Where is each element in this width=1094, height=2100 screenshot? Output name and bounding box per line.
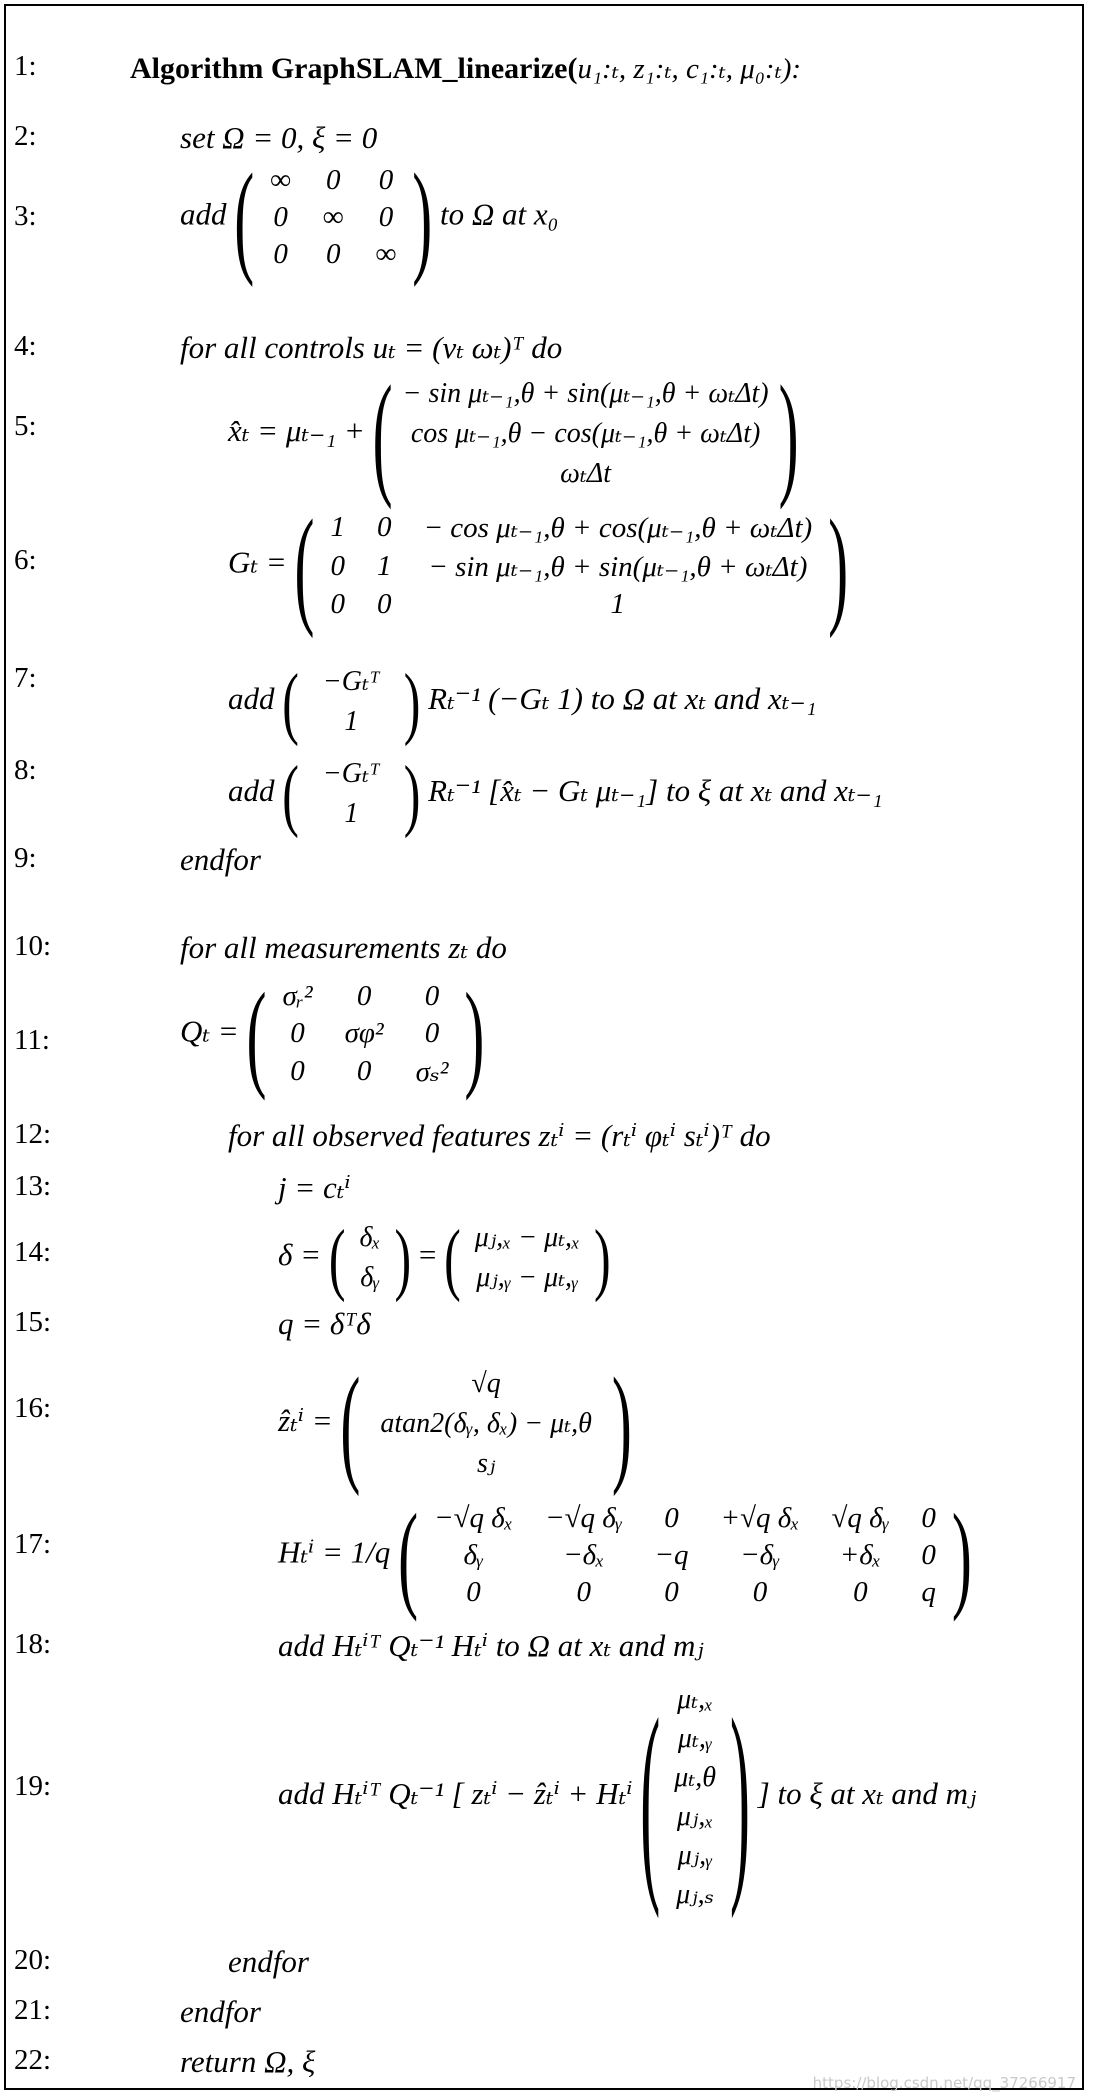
l11-matrix-row bbox=[266, 1015, 464, 1052]
l11-pre: Qₜ = bbox=[180, 1013, 239, 1049]
l6-matrix-row bbox=[314, 586, 828, 623]
l19-vector-entry: μⱼ,ₛ bbox=[676, 1879, 715, 1910]
line-number: 11: bbox=[14, 1024, 50, 1056]
line-22: return Ω, ξ bbox=[180, 2044, 316, 2079]
l6-matrix-cell: 0 bbox=[376, 588, 392, 620]
l17-matrix-cell: +√q δₓ bbox=[720, 1502, 800, 1534]
line-number: 6: bbox=[14, 544, 37, 576]
l6-matrix-cell: 1 bbox=[376, 550, 392, 582]
l16-row3: sⱼ bbox=[476, 1448, 496, 1479]
l17-matrix-cell: 0 bbox=[921, 1502, 936, 1534]
l11-matrix-row bbox=[266, 1052, 464, 1091]
l17-matrix-cell: −√q δᵧ bbox=[545, 1502, 623, 1534]
line-6 bbox=[228, 492, 849, 639]
l19-vector-entry: μⱼ,ₓ bbox=[676, 1801, 714, 1832]
l17-matrix-cell: −√q δₓ bbox=[434, 1502, 514, 1534]
l6-matrix-cell: 0 bbox=[330, 588, 345, 620]
l6-matrix-cell: − sin μₜ₋₁,θ + sin(μₜ₋₁,θ + ωₜΔt) bbox=[428, 551, 808, 583]
l14-a1: δₓ bbox=[359, 1222, 381, 1253]
line-number: 9: bbox=[14, 842, 37, 874]
l3-matrix-cell: ∞ bbox=[322, 201, 344, 233]
l17-matrix-cell: q bbox=[921, 1576, 936, 1608]
l16-vector: ( √q atan2(δᵧ, δₓ) − μₜ,θ sⱼ ) bbox=[340, 1351, 632, 1497]
line-number: 15: bbox=[14, 1306, 52, 1338]
line-number: 5: bbox=[14, 410, 37, 442]
l3-matrix-cell: 0 bbox=[273, 201, 288, 233]
l17-matrix-cell: −q bbox=[654, 1539, 689, 1571]
l3-matrix-cell: ∞ bbox=[270, 164, 291, 196]
l6-matrix-cell: 0 bbox=[376, 511, 392, 543]
l8-vector: ( −Gₜᵀ 1 ) bbox=[282, 749, 421, 839]
l8-c2: 1 bbox=[344, 798, 359, 829]
l3-matrix-cell: 0 bbox=[273, 238, 288, 270]
l14-b1: μⱼ,ₓ − μₜ,ₓ bbox=[474, 1222, 580, 1253]
l19-vector-entry: μₜ,ᵧ bbox=[677, 1723, 713, 1754]
l17-matrix-cell: 0 bbox=[664, 1576, 679, 1608]
line-number: 17: bbox=[14, 1528, 52, 1560]
l17-matrix-cell: 0 bbox=[466, 1576, 481, 1608]
l17-matrix-row bbox=[418, 1537, 952, 1574]
line-15: q = δᵀδ bbox=[278, 1306, 371, 1341]
l17-matrix-cell: 0 bbox=[853, 1576, 868, 1608]
line-number: 21: bbox=[14, 1994, 52, 2026]
line-number: 13: bbox=[14, 1170, 52, 1202]
l11-matrix-cell: 0 bbox=[356, 980, 372, 1012]
l11-matrix-cell: 0 bbox=[424, 1017, 440, 1049]
l17-matrix-cell: √q δᵧ bbox=[831, 1502, 890, 1534]
line-number: 10: bbox=[14, 930, 52, 962]
l3-matrix-row bbox=[254, 162, 412, 199]
line-21: endfor bbox=[180, 1994, 261, 2029]
l11-matrix-row bbox=[266, 978, 464, 1015]
l6-matrix-grid bbox=[314, 508, 828, 623]
line-5 bbox=[228, 358, 799, 510]
l14-a2: δᵧ bbox=[360, 1262, 380, 1293]
l17-matrix-cell: −δᵧ bbox=[740, 1539, 780, 1571]
l3-matrix-cell: 0 bbox=[326, 238, 341, 270]
l14-right-vector: ( μⱼ,ₓ − μₜ,ₓ μⱼ,ᵧ − μₜ,ᵧ ) bbox=[444, 1213, 611, 1303]
l8-c1: −Gₜᵀ bbox=[322, 758, 380, 789]
l6-matrix-cell: 1 bbox=[330, 511, 345, 543]
line-10: for all measurements zₜ do bbox=[180, 930, 507, 965]
l3-matrix-row bbox=[254, 199, 412, 236]
l17-matrix-row bbox=[418, 1500, 952, 1537]
l6-matrix-cell: 0 bbox=[330, 550, 345, 582]
l17-matrix: ( −√q δₓ −√q δᵧ 0 +√q δₓ √q δᵧ 0 δᵧ −δₓ −q −δᵧ +δₓ 0 0 0 0 0 0 q ) bbox=[398, 1489, 972, 1622]
l17-pre: Hₜⁱ = 1/q bbox=[278, 1534, 391, 1570]
l17-matrix-cell: δᵧ bbox=[463, 1539, 484, 1571]
line-14: δ = ( δₓ δᵧ ) = ( μⱼ,ₓ − μₜ,ₓ μⱼ,ᵧ − μₜ,ᵧ ) bbox=[278, 1213, 611, 1303]
l3-add: add bbox=[180, 196, 227, 232]
l3-matrix-cell: ∞ bbox=[375, 238, 397, 270]
line-number: 1: bbox=[14, 50, 37, 82]
l7-post: Rₜ⁻¹ (−Gₜ 1) to Ω at xₜ and xₜ₋₁ bbox=[428, 681, 817, 717]
l17-matrix-cell: 0 bbox=[576, 1576, 591, 1608]
l5-row1: − sin μₜ₋₁,θ + sin(μₜ₋₁,θ + ωₜΔt) bbox=[402, 378, 769, 409]
l3-matrix-row bbox=[254, 236, 412, 273]
l11-matrix: ( σᵣ² 0 0 0 σφ² 0 0 0 σₛ² ) bbox=[246, 968, 485, 1101]
line-2: set Ω = 0, ξ = 0 bbox=[180, 120, 378, 155]
l11-matrix-cell: σᵣ² bbox=[282, 980, 313, 1012]
l19-vector-entry: μⱼ,ᵧ bbox=[677, 1840, 713, 1871]
l3-matrix-cell: 0 bbox=[378, 201, 394, 233]
l3-matrix-grid bbox=[254, 162, 412, 273]
l16-row2: atan2(δᵧ, δₓ) − μₜ,θ bbox=[380, 1408, 592, 1439]
l19-vector-entry: μₜ,θ bbox=[674, 1762, 716, 1793]
l7-vector: ( −Gₜᵀ 1 ) bbox=[282, 657, 421, 747]
line-number: 19: bbox=[14, 1770, 52, 1802]
l14-left-vector: ( δₓ δᵧ ) bbox=[328, 1213, 412, 1303]
line-number: 3: bbox=[14, 200, 37, 232]
line-18: add Hₜⁱᵀ Qₜ⁻¹ Hₜⁱ to Ω at xₜ and mⱼ bbox=[278, 1628, 704, 1663]
algorithm-title bbox=[130, 50, 801, 86]
l6-matrix-cell: 1 bbox=[610, 588, 626, 620]
l6-matrix-row bbox=[314, 508, 828, 547]
l19-vector: ( μₜ,ₓ μₜ,ᵧ μₜ,θ μⱼ,ₓ μⱼ,ᵧ μⱼ,ₛ ) bbox=[640, 1674, 750, 1920]
l7-c1: −Gₜᵀ bbox=[322, 666, 380, 697]
l17-matrix-row bbox=[418, 1574, 952, 1611]
l6-matrix-row bbox=[314, 547, 828, 586]
l19-post: ] to ξ at xₜ and mⱼ bbox=[757, 1776, 977, 1812]
l11-matrix-cell: σₛ² bbox=[415, 1056, 449, 1088]
l6-pre: Gₜ = bbox=[228, 544, 287, 580]
l5-row3: ωₜΔt bbox=[560, 458, 612, 489]
line-number: 14: bbox=[14, 1236, 52, 1268]
line-13: j = cₜⁱ bbox=[278, 1170, 351, 1205]
l19-vector-entry: μₜ,ₓ bbox=[677, 1684, 714, 1715]
line-number: 12: bbox=[14, 1118, 52, 1150]
line-8 bbox=[228, 749, 883, 839]
l8-add: add bbox=[228, 773, 275, 809]
line-number: 8: bbox=[14, 754, 37, 786]
line-number: 7: bbox=[14, 662, 37, 694]
l17-matrix-grid bbox=[418, 1500, 952, 1611]
l6-matrix: ( 1 0 − cos μₜ₋₁,θ + cos(μₜ₋₁,θ + ωₜΔt) 0 1 − sin μₜ₋₁,θ + sin(μₜ₋₁,θ + ωₜΔt) 0 0 1 ) bbox=[294, 492, 849, 639]
l11-matrix-cell: σφ² bbox=[344, 1017, 384, 1049]
line-9: endfor bbox=[180, 842, 261, 877]
l3-matrix: ( ∞ 0 0 0 ∞ 0 0 0 ∞ ) bbox=[234, 148, 433, 287]
l5-pre: x̂ₜ = μₜ₋₁ + bbox=[228, 413, 365, 449]
l17-matrix-cell: −δₓ bbox=[563, 1539, 605, 1571]
l5-vector: ( − sin μₜ₋₁,θ + sin(μₜ₋₁,θ + ωₜΔt) cos μₜ₋₁,θ − cos(μₜ₋₁,θ + ωₜΔt) ωₜΔt ) bbox=[372, 358, 799, 510]
l17-matrix-cell: 0 bbox=[921, 1539, 936, 1571]
line-17 bbox=[278, 1489, 972, 1622]
l3-post: to Ω at x₀ bbox=[440, 196, 559, 232]
l16-row1: √q bbox=[471, 1368, 501, 1399]
line-number: 22: bbox=[14, 2044, 52, 2076]
line-20: endfor bbox=[228, 1944, 309, 1979]
title-text: Algorithm GraphSLAM_linearize( bbox=[130, 52, 578, 85]
line-11 bbox=[180, 968, 485, 1101]
l7-add: add bbox=[228, 681, 275, 717]
line-number: 18: bbox=[14, 1628, 52, 1660]
l17-matrix-cell: 0 bbox=[664, 1502, 679, 1534]
l14-b2: μⱼ,ᵧ − μₜ,ᵧ bbox=[476, 1262, 579, 1293]
l11-matrix-cell: 0 bbox=[290, 1055, 305, 1087]
l6-matrix-cell: − cos μₜ₋₁,θ + cos(μₜ₋₁,θ + ωₜΔt) bbox=[423, 512, 813, 544]
line-number: 2: bbox=[14, 120, 37, 152]
line-16 bbox=[278, 1351, 632, 1497]
line-4: for all controls uₜ = (vₜ ωₜ)ᵀ do bbox=[180, 330, 563, 365]
l3-matrix-cell: 0 bbox=[326, 164, 341, 196]
line-19 bbox=[278, 1674, 977, 1920]
l17-matrix-cell: +δₓ bbox=[839, 1539, 882, 1571]
line-number: 16: bbox=[14, 1392, 52, 1424]
l11-matrix-cell: 0 bbox=[290, 1017, 305, 1049]
l11-matrix-cell: 0 bbox=[424, 980, 440, 1012]
l8-post: Rₜ⁻¹ [x̂ₜ − Gₜ μₜ₋₁] to ξ at xₜ and xₜ₋₁ bbox=[428, 773, 883, 809]
l19-pre: add Hₜⁱᵀ Qₜ⁻¹ [ zₜⁱ − ẑₜⁱ + Hₜⁱ bbox=[278, 1776, 633, 1812]
l14-pre: δ = bbox=[278, 1237, 322, 1273]
line-12: for all observed features zₜⁱ = (rₜⁱ φₜⁱ sₜⁱ)ᵀ do bbox=[228, 1118, 771, 1153]
line-7 bbox=[228, 657, 817, 747]
l17-matrix-cell: 0 bbox=[752, 1576, 768, 1608]
watermark-text: https://blog.csdn.net/qq_37266917 bbox=[812, 2074, 1076, 2092]
l11-matrix-grid bbox=[266, 978, 464, 1091]
l5-row2: cos μₜ₋₁,θ − cos(μₜ₋₁,θ + ωₜΔt) bbox=[410, 418, 761, 449]
l7-c2: 1 bbox=[344, 706, 359, 737]
l11-matrix-cell: 0 bbox=[356, 1055, 372, 1087]
line-3 bbox=[180, 148, 559, 287]
l3-matrix-cell: 0 bbox=[378, 164, 394, 196]
line-number: 4: bbox=[14, 330, 37, 362]
line-number: 20: bbox=[14, 1944, 52, 1976]
l16-pre: ẑₜⁱ = bbox=[278, 1403, 333, 1439]
title-args: u₁:ₜ, z₁:ₜ, c₁:ₜ, μ₀:ₜ): bbox=[577, 53, 802, 85]
